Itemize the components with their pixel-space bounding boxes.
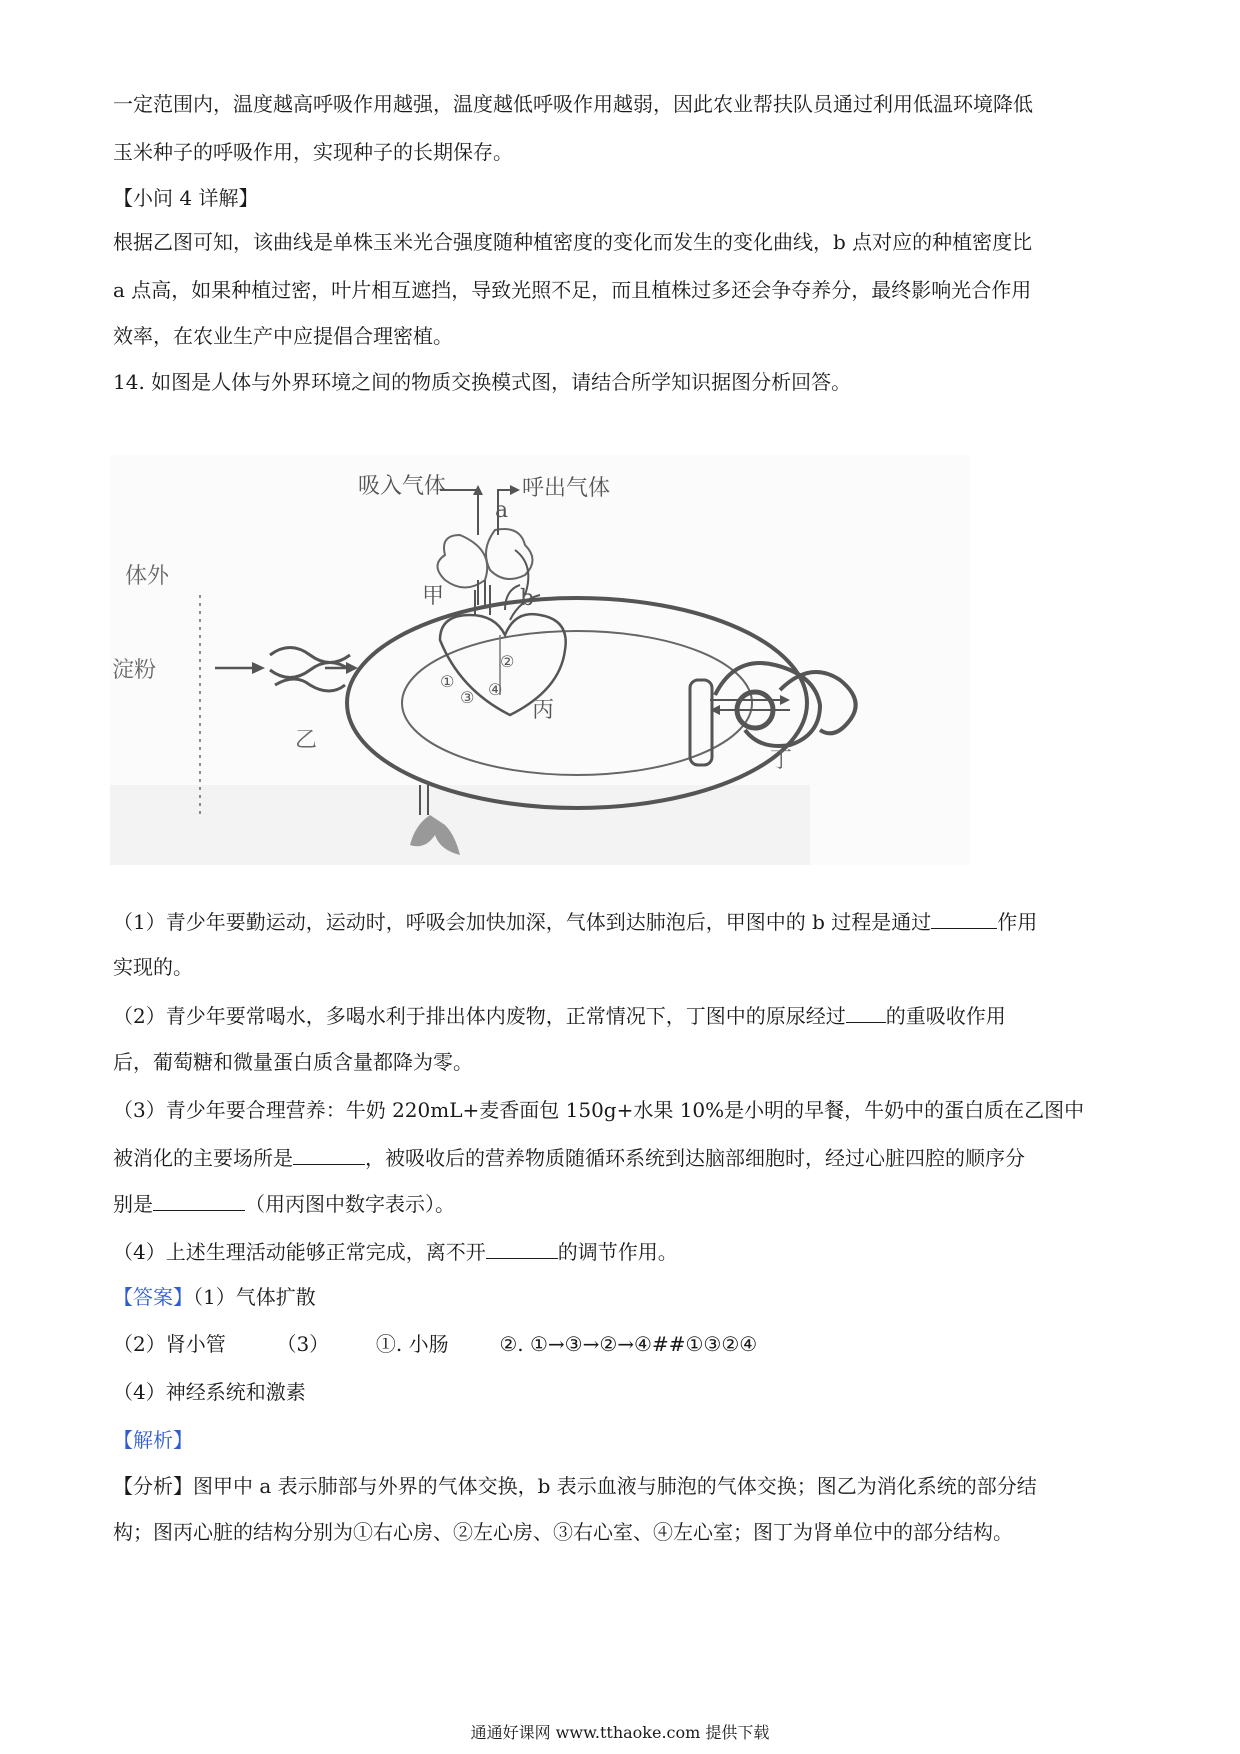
question-text: （2）青少年要常喝水，多喝水利于排出体内废物，正常情况下，丁图中的原尿经过	[113, 1004, 846, 1028]
label-jia: 甲	[422, 584, 445, 609]
question-text: 作用	[997, 910, 1038, 934]
question-text: 的调节作用。	[557, 1240, 678, 1264]
label-b: b	[520, 586, 535, 611]
exchange-diagram	[110, 455, 970, 865]
answer-text: ①. 小肠	[375, 1332, 449, 1356]
question-3-cont	[113, 1144, 1025, 1172]
answer-blank	[846, 1002, 886, 1023]
analysis-line-2: 构；图丙心脏的结构分别为①右心房、②左心房、③右心室、④左心室；图丁为肾单位中的部分结构。	[113, 1520, 1013, 1544]
text-line: 一定范围内，温度越高呼吸作用越强，温度越低呼吸作用越弱，因此农业帮扶队员通过利用低温环境降低	[113, 92, 1033, 116]
label-chamber-2: ②	[500, 652, 515, 671]
label-bing: 丙	[532, 698, 555, 723]
question-1-cont: 实现的。	[113, 955, 193, 979]
answer-line-2	[113, 1330, 757, 1358]
label-outside: 体外	[125, 564, 170, 589]
page-footer: 通通好课网 www.tthaoke.com 提供下载	[470, 1723, 770, 1742]
question-14-title: 14. 如图是人体与外界环境之间的物质交换模式图，请结合所学知识据图分析回答。	[113, 370, 852, 394]
label-chamber-1: ①	[440, 672, 455, 691]
answer-blank	[153, 1190, 245, 1211]
label-ding: 丁	[770, 748, 793, 773]
answer-text: ②. ①→③→②→④##①③②④	[499, 1332, 758, 1356]
question-3: （3）青少年要合理营养：牛奶 220mL+麦香面包 150g+水果 10%是小明的早餐，牛奶中的蛋白质在乙图中	[113, 1098, 1085, 1122]
label-chamber-4: ④	[488, 680, 503, 699]
answer-text: （2）肾小管	[113, 1332, 226, 1356]
answer-tag: 【答案】	[113, 1285, 193, 1309]
question-text: （1）青少年要勤运动，运动时，呼吸会加快加深，气体到达肺泡后，甲图中的 b 过程是通过	[113, 910, 932, 934]
question-2-cont: 后，葡萄糖和微量蛋白质含量都降为零。	[113, 1050, 473, 1074]
question-text: 别是	[113, 1192, 153, 1216]
answer-line-3: （4）神经系统和激素	[113, 1380, 306, 1404]
analysis-head: 【分析】	[113, 1474, 193, 1498]
question-text: ，被吸收后的营养物质随循环系统到达脑部细胞时，经过心脏四腔的顺序分	[365, 1146, 1025, 1170]
answer-text: （3）	[276, 1332, 330, 1356]
analysis-tag: 【解析】	[113, 1428, 193, 1452]
question-1	[113, 908, 1037, 936]
section-heading: 【小问 4 详解】	[113, 186, 259, 210]
label-yi: 乙	[295, 728, 318, 753]
question-text: （用丙图中数字表示）。	[245, 1192, 455, 1216]
text-line: 玉米种子的呼吸作用，实现种子的长期保存。	[113, 140, 513, 164]
question-text: 的重吸收作用	[885, 1004, 1006, 1028]
question-3-cont2	[113, 1190, 455, 1218]
question-text: （4）上述生理活动能够正常完成，离不开	[113, 1240, 486, 1264]
answer-text: （1）气体扩散	[193, 1285, 316, 1309]
answer-blank	[486, 1238, 558, 1259]
question-text: 被消化的主要场所是	[113, 1146, 293, 1170]
answer-blank	[931, 908, 997, 929]
analysis-line-1	[113, 1472, 1037, 1500]
label-chamber-3: ③	[460, 688, 475, 707]
label-exhale: 呼出气体	[522, 476, 611, 501]
question-2	[113, 1002, 1006, 1030]
question-4	[113, 1238, 678, 1266]
label-inhale: 吸入气体	[358, 474, 447, 499]
answer-blank	[293, 1144, 365, 1165]
analysis-text: 图甲中 a 表示肺部与外界的气体交换，b 表示血液与肺泡的气体交换；图乙为消化系统的部分结	[193, 1474, 1037, 1498]
label-starch: 淀粉	[112, 658, 157, 683]
label-a: a	[495, 498, 509, 523]
text-line: a 点高，如果种植过密，叶片相互遮挡，导致光照不足，而且植株过多还会争夺养分，最终影响光合作用	[113, 278, 1032, 302]
answer-line-1	[113, 1283, 316, 1311]
text-line: 效率，在农业生产中应提倡合理密植。	[113, 324, 453, 348]
text-line: 根据乙图可知，该曲线是单株玉米光合强度随种植密度的变化而发生的变化曲线，b 点对应的种植密度比	[113, 230, 1033, 254]
